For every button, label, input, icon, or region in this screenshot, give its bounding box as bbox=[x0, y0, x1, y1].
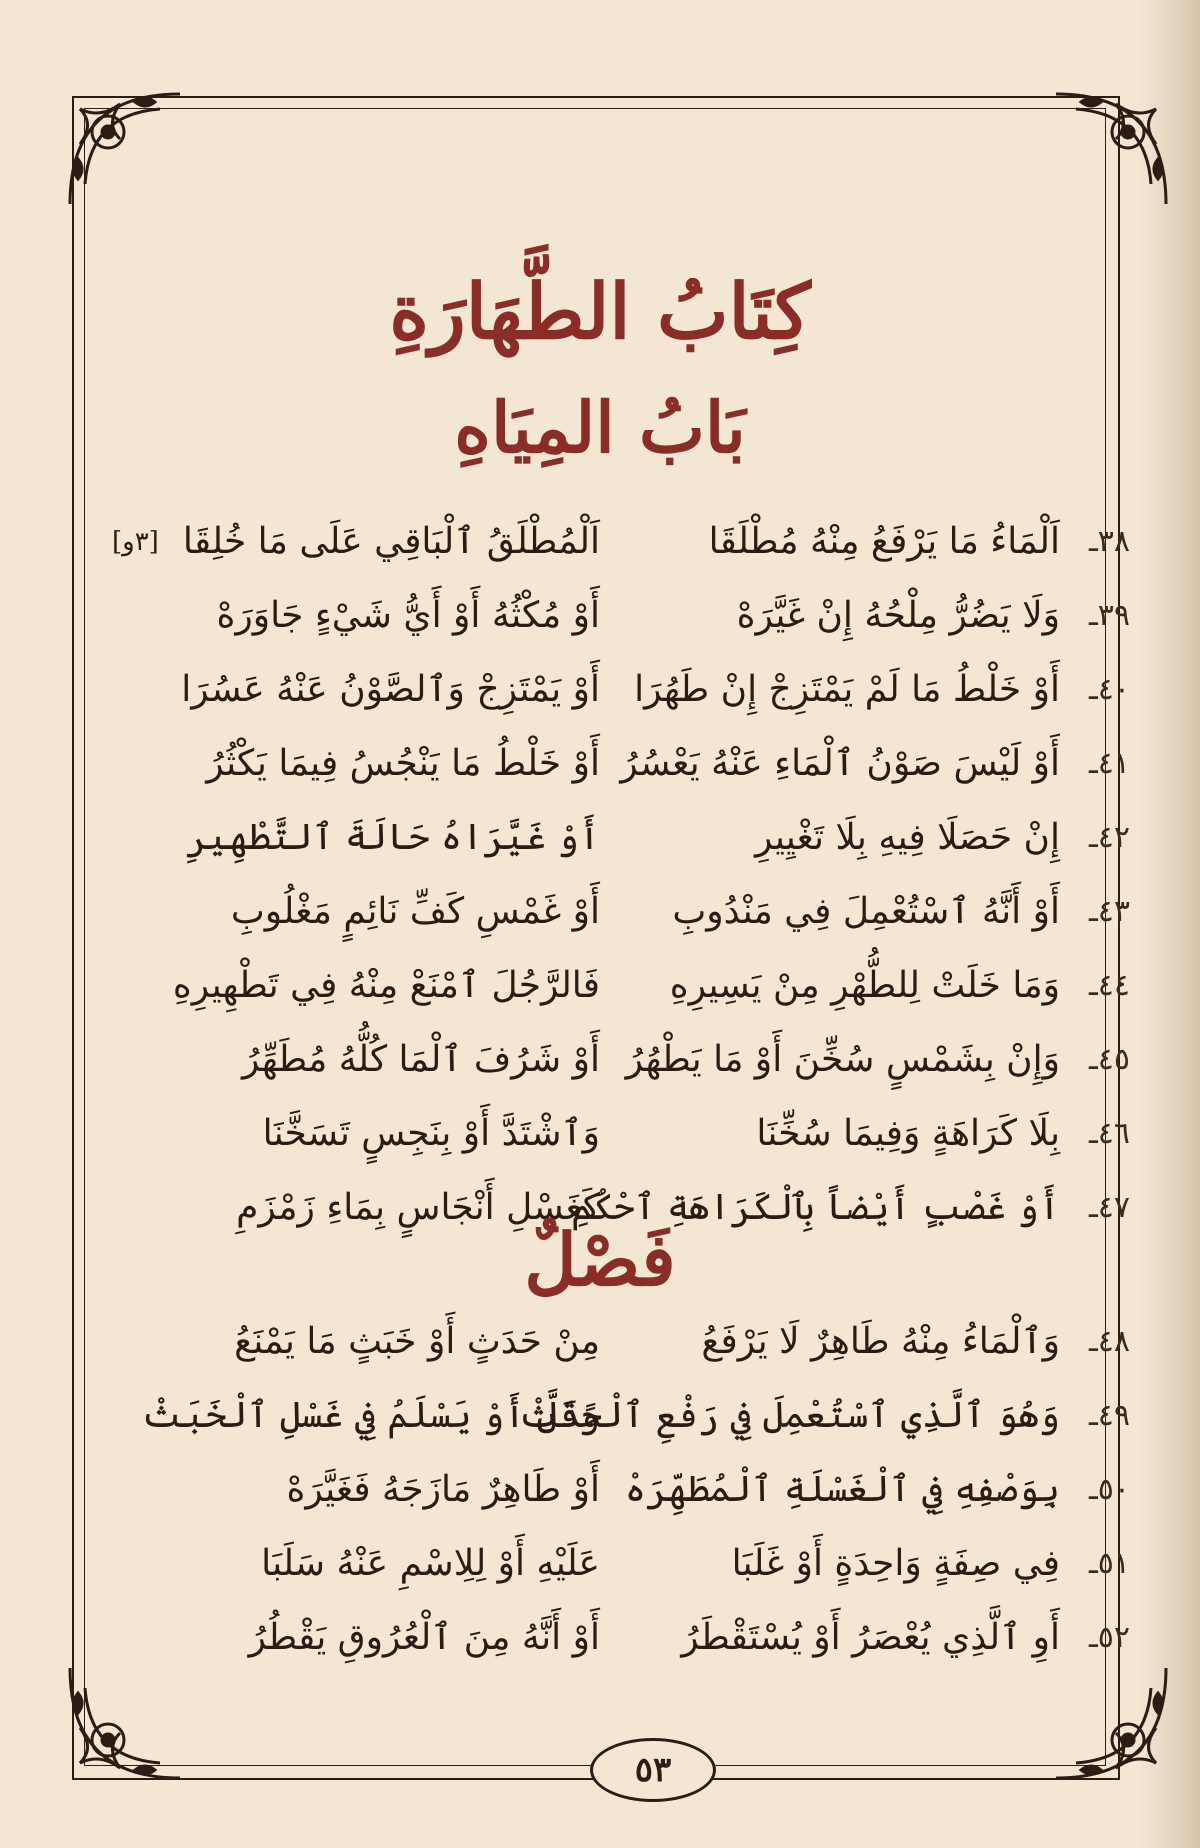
verse-second-hemistich: وَقَلَّ أَوْ يَسْلَمُ فِي غَسْلِ ٱلْخَبَثْ bbox=[142, 1395, 600, 1436]
verse-line bbox=[0, 1604, 1200, 1678]
verse-line bbox=[0, 1100, 1200, 1174]
verse-number: ٤١ـ bbox=[1088, 746, 1130, 781]
verse-line bbox=[0, 952, 1200, 1026]
verse-second-hemistich: أَوْ خَلْطُ مَا يَنْجُسُ فِيمَا يَكْثُرُ bbox=[206, 743, 600, 784]
verse-first-hemistich: وَلَا يَضُرُّ مِلْحُهُ إِنْ غَيَّرَهْ bbox=[736, 595, 1060, 636]
verse-first-hemistich: أَوِ ٱلَّذِي يُعْصَرُ أَوْ يُسْتَقْطَرُ bbox=[681, 1617, 1060, 1658]
verse-first-hemistich: وَإِنْ بِشَمْسٍ سُخِّنَ أَوْ مَا يَطْهُرُ bbox=[625, 1039, 1060, 1080]
verse-first-hemistich: وَهُوَ ٱلَّذِي ٱسْتُعْمِلَ فِي رَفْعِ ٱلْحَدَثْ bbox=[517, 1395, 1060, 1436]
verse-number: ٤٤ـ bbox=[1088, 968, 1130, 1003]
verse-number: ٤٣ـ bbox=[1088, 894, 1130, 929]
verse-second-hemistich: كَغَسْلِ أَنْجَاسٍ بِمَاءِ زَمْزَمِ bbox=[236, 1187, 600, 1228]
verse-number: ٤٨ـ bbox=[1088, 1324, 1130, 1359]
verse-second-hemistich: أَوْ غَيَّرَاهُ حَالَةَ ٱلتَّطْهِيرِ bbox=[185, 817, 600, 858]
verse-line bbox=[0, 1382, 1200, 1456]
verse-line bbox=[0, 1308, 1200, 1382]
corner-ornament-icon bbox=[60, 84, 190, 214]
verse-first-hemistich: أَوْ أَنَّهُ ٱسْتُعْمِلَ فِي مَنْدُوبِ bbox=[672, 891, 1060, 932]
verse-first-hemistich: بِلَا كَرَاهَةٍ وَفِيمَا سُخِّنَا bbox=[756, 1113, 1060, 1154]
verse-first-hemistich: إِنْ حَصَلَا فِيهِ بِلَا تَغْيِيرِ bbox=[754, 817, 1060, 858]
verse-number: ٥٠ـ bbox=[1088, 1472, 1130, 1507]
verse-number: ٥١ـ bbox=[1088, 1546, 1130, 1581]
verse-second-hemistich: مِنْ حَدَثٍ أَوْ خَبَثٍ مَا يَمْنَعُ bbox=[234, 1321, 600, 1362]
verse-number: ٤٥ـ bbox=[1088, 1042, 1130, 1077]
verse-number: ٤٦ـ bbox=[1088, 1116, 1130, 1151]
verse-list-section bbox=[0, 1308, 1200, 1678]
verse-first-hemistich: أَوْ لَيْسَ صَوْنُ ٱلْمَاءِ عَنْهُ يَعْسُرُ bbox=[620, 743, 1060, 784]
manuscript-folio-reference: [٣و] bbox=[112, 527, 159, 557]
verse-number: ٤٠ـ bbox=[1088, 672, 1130, 707]
verse-first-hemistich: وَمَا خَلَتْ لِلطُّهْرِ مِنْ يَسِيرِهِ bbox=[669, 965, 1060, 1006]
verse-line bbox=[0, 804, 1200, 878]
verse-second-hemistich: أَوْ مُكْثُهُ أَوْ أَيُّ شَيْءٍ جَاوَرَهْ bbox=[216, 595, 600, 636]
verse-second-hemistich: وَٱشْتَدَّ أَوْ بِنَجِسٍ تَسَخَّنَا bbox=[262, 1113, 600, 1154]
verse-first-hemistich: أَوْ غَصْبٍ أَيْضاً بِٱلْكَرَاهَةِ ٱحْكُمِ bbox=[571, 1187, 1060, 1228]
verse-first-hemistich: وَٱلْمَاءُ مِنْهُ طَاهِرٌ لَا يَرْفَعُ bbox=[701, 1321, 1060, 1362]
verse-number: ٥٢ـ bbox=[1088, 1620, 1130, 1655]
verse-first-hemistich: اَلْمَاءُ مَا يَرْفَعُ مِنْهُ مُطْلَقَا bbox=[708, 521, 1060, 562]
verse-second-hemistich: أَوْ يَمْتَزِجْ وَٱلصَّوْنُ عَنْهُ عَسُرَا bbox=[181, 669, 600, 710]
verse-line bbox=[0, 582, 1200, 656]
verse-second-hemistich: أَوْ شَرُفَ ٱلْمَا كُلُّهُ مُطَهِّرُ bbox=[242, 1039, 600, 1080]
book-title: كِتَابُ الطَّهَارَةِ bbox=[389, 267, 811, 356]
verse-line bbox=[0, 656, 1200, 730]
verse-second-hemistich: اَلْمُطْلَقُ ٱلْبَاقِي عَلَى مَا خُلِقَا bbox=[182, 521, 600, 562]
verse-number: ٣٩ـ bbox=[1088, 598, 1130, 633]
verse-number: ٣٨ـ bbox=[1088, 524, 1130, 559]
verse-first-hemistich: بِوَصْفِهِ فِي ٱلْغَسْلَةِ ٱلْمُطَهِّرَهْ bbox=[624, 1469, 1060, 1510]
verse-line bbox=[0, 1530, 1200, 1604]
verse-first-hemistich: فِي صِفَةٍ وَاحِدَةٍ أَوْ غَلَبَا bbox=[731, 1543, 1060, 1584]
verse-line bbox=[0, 1456, 1200, 1530]
page-number: ٥٣ bbox=[590, 1738, 716, 1802]
verse-line bbox=[0, 508, 1200, 582]
section-title: فَصْلٌ bbox=[524, 1217, 676, 1302]
verse-number: ٤٩ـ bbox=[1088, 1398, 1130, 1433]
verse-list-chapter bbox=[0, 508, 1200, 1248]
verse-second-hemistich: أَوْ غَمْسِ كَفِّ نَائِمٍ مَغْلُوبِ bbox=[230, 891, 600, 932]
verse-first-hemistich: أَوْ خَلْطُ مَا لَمْ يَمْتَزِجْ إِنْ طَهُرَا bbox=[634, 669, 1060, 710]
verse-number: ٤٢ـ bbox=[1088, 820, 1130, 855]
verse-line bbox=[0, 1026, 1200, 1100]
verse-number: ٤٧ـ bbox=[1088, 1190, 1130, 1225]
verse-second-hemistich: عَلَيْهِ أَوْ لِلِاسْمِ عَنْهُ سَلَبَا bbox=[261, 1543, 600, 1584]
verse-second-hemistich: فَالرَّجُلَ ٱمْنَعْ مِنْهُ فِي تَطْهِيرِهِ bbox=[172, 965, 600, 1006]
verse-second-hemistich: أَوْ طَاهِرٌ مَازَجَهُ فَغَيَّرَهْ bbox=[286, 1469, 600, 1510]
verse-line bbox=[0, 730, 1200, 804]
verse-line bbox=[0, 878, 1200, 952]
chapter-title: بَابُ المِيَاهِ bbox=[454, 386, 746, 469]
verse-second-hemistich: أَوْ أَنَّهُ مِنَ ٱلْعُرُوقِ يَقْطُرُ bbox=[248, 1617, 600, 1658]
corner-ornament-icon bbox=[1046, 84, 1176, 214]
